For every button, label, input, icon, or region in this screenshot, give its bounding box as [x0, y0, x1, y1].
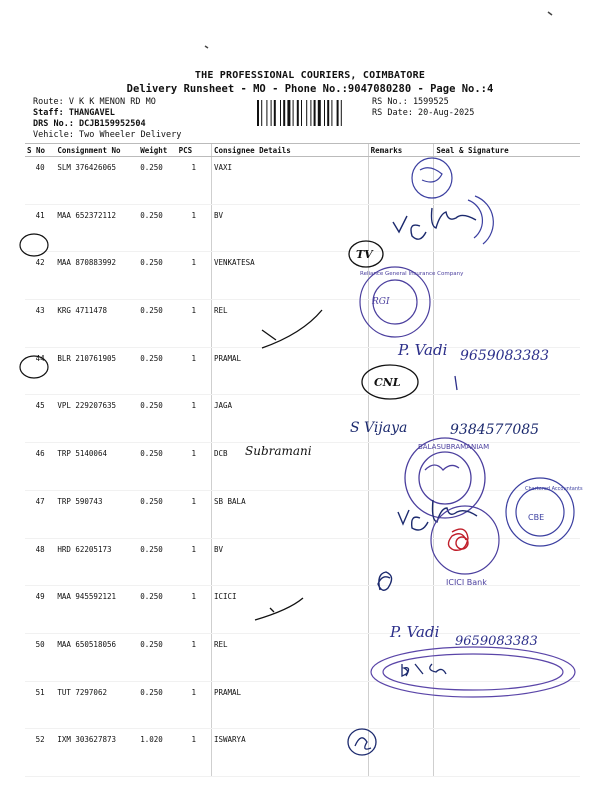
- col-consignment: Consignment No: [55, 144, 138, 157]
- cell-remarks: [368, 395, 434, 443]
- meta-right: [372, 97, 474, 119]
- table-row: [25, 204, 580, 252]
- stamp-icici-text: ICICI Bank: [446, 578, 487, 587]
- cell-weight: 0.250: [138, 157, 176, 205]
- table-row: [25, 157, 580, 205]
- col-remarks: Remarks: [368, 144, 434, 157]
- col-consignee: Consignee Details: [211, 144, 368, 157]
- cell-consignee: VENKATESA: [211, 252, 368, 300]
- handwriting-subramani: Subramani: [245, 444, 312, 458]
- vehicle-line: Vehicle: Two Wheeler Delivery: [33, 130, 182, 140]
- cell-weight: 0.250: [138, 633, 176, 681]
- cell-consignee: BV: [211, 538, 368, 586]
- barcode-bar: [324, 100, 325, 126]
- cell-remarks: [368, 681, 434, 729]
- handwriting-cnl: CNL: [374, 376, 401, 389]
- table-row: [25, 681, 580, 729]
- cell-pcs: 1: [177, 633, 212, 681]
- cell-seal-signature: [434, 586, 580, 634]
- table-row: [25, 633, 580, 681]
- handwriting-pvadivel-1: P. Vadi: [398, 341, 448, 359]
- cell-pcs: 1: [177, 681, 212, 729]
- cell-consignee: PRAMAL: [211, 347, 368, 395]
- cell-consignee: SB BALA: [211, 490, 368, 538]
- cell-pcs: 1: [177, 204, 212, 252]
- cell-sno: 40: [25, 157, 55, 205]
- stamp-balasubramaniam-text: BALASUBRAMANIAM: [418, 443, 490, 451]
- cell-seal-signature: [434, 252, 580, 300]
- barcode-bar: [287, 100, 290, 126]
- cell-weight: 0.250: [138, 395, 176, 443]
- runsheet-subtitle: Delivery Runsheet - MO - Phone No.:9047080280 - Page No.:4: [126, 83, 494, 95]
- col-sno: S No: [25, 144, 55, 157]
- rs-number: RS No.: 1599525: [372, 97, 449, 107]
- table-header-row: [25, 144, 580, 157]
- cell-consignment: MAA 652372112: [55, 204, 138, 252]
- barcode-bar: [283, 100, 285, 126]
- cell-seal-signature: [434, 681, 580, 729]
- stamp-accountant-text: Chartered Accountants: [525, 486, 583, 492]
- cell-sno: 45: [25, 395, 55, 443]
- barcode-bar: [280, 100, 281, 126]
- barcode-bar: [327, 100, 329, 126]
- cell-remarks: [368, 633, 434, 681]
- cell-consignment: VPL 229207635: [55, 395, 138, 443]
- cell-consignee: ICICI: [211, 586, 368, 634]
- runsheet-table: [25, 143, 580, 777]
- cell-weight: 0.250: [138, 490, 176, 538]
- svg-text:RGI: RGI: [372, 297, 390, 307]
- barcode-bar: [274, 100, 276, 126]
- cell-consignee: REL: [211, 300, 368, 348]
- cell-seal-signature: [434, 729, 580, 777]
- cell-weight: 0.250: [138, 252, 176, 300]
- barcode-bar: [337, 100, 339, 126]
- cell-sno: 46: [25, 443, 55, 491]
- cell-seal-signature: [434, 347, 580, 395]
- cell-seal-signature: [434, 300, 580, 348]
- cell-seal-signature: [434, 633, 580, 681]
- cell-consignment: MAA 650518056: [55, 633, 138, 681]
- cell-consignee: VAXI: [211, 157, 368, 205]
- cell-consignee: DCB: [211, 443, 368, 491]
- cell-consignment: SLM 376426065: [55, 157, 138, 205]
- handwriting-phone-2: 9384577085: [450, 422, 540, 438]
- table-row: [25, 729, 580, 777]
- cell-sno: 48: [25, 538, 55, 586]
- handwriting-phone-1: 9659083383: [460, 348, 550, 364]
- col-pcs: PCS: [177, 144, 212, 157]
- rs-date: RS Date: 20-Aug-2025: [372, 108, 475, 118]
- cell-consignment: HRD 62205173: [55, 538, 138, 586]
- stamp-cbe-text: CBE: [528, 513, 545, 522]
- cell-sno: 52: [25, 729, 55, 777]
- cell-pcs: 1: [177, 157, 212, 205]
- cell-weight: 0.250: [138, 681, 176, 729]
- cell-remarks: [368, 300, 434, 348]
- cell-sno: 50: [25, 633, 55, 681]
- cell-remarks: [368, 490, 434, 538]
- cell-sno: 41: [25, 204, 55, 252]
- cell-weight: 0.250: [138, 347, 176, 395]
- barcode-bar: [271, 100, 272, 126]
- cell-pcs: 1: [177, 538, 212, 586]
- table-row: [25, 252, 580, 300]
- route-line: Route: V K K MENON RD MO: [33, 97, 156, 107]
- stamp-reliance-text: Reliance General Insurance Company: [360, 271, 464, 277]
- cell-consignee: JAGA: [211, 395, 368, 443]
- cell-remarks: [368, 443, 434, 491]
- cell-sno: 43: [25, 300, 55, 348]
- cell-seal-signature: [434, 157, 580, 205]
- barcode: [257, 100, 367, 126]
- cell-sno: 51: [25, 681, 55, 729]
- table-row: [25, 300, 580, 348]
- cell-remarks: [368, 586, 434, 634]
- cell-consignee: REL: [211, 633, 368, 681]
- cell-remarks: [368, 347, 434, 395]
- cell-pcs: 1: [177, 300, 212, 348]
- cell-pcs: 1: [177, 729, 212, 777]
- handwriting-phone-3: 9659083383: [455, 634, 538, 649]
- meta-left: [33, 97, 181, 141]
- cell-remarks: [368, 157, 434, 205]
- handwriting-pvadivel-2: P. Vadi: [390, 623, 440, 641]
- cell-seal-signature: [434, 538, 580, 586]
- cell-sno: 42: [25, 252, 55, 300]
- barcode-bar: [306, 100, 307, 126]
- cell-pcs: 1: [177, 252, 212, 300]
- cell-sno: 49: [25, 586, 55, 634]
- table-row: [25, 443, 580, 491]
- barcode-bar: [266, 100, 267, 126]
- cell-weight: 0.250: [138, 538, 176, 586]
- cell-seal-signature: [434, 204, 580, 252]
- cell-weight: 0.250: [138, 586, 176, 634]
- staff-line: Staff: THANGAVEL: [33, 108, 115, 118]
- barcode-bar: [318, 100, 321, 126]
- cell-pcs: 1: [177, 490, 212, 538]
- barcode-bar: [293, 100, 294, 126]
- cell-weight: 0.250: [138, 443, 176, 491]
- table-row: [25, 538, 580, 586]
- cell-remarks: [368, 538, 434, 586]
- cell-consignment: IXM 303627873: [55, 729, 138, 777]
- cell-consignee: ISWARYA: [211, 729, 368, 777]
- cell-sno: 44: [25, 347, 55, 395]
- company-title: THE PROFESSIONAL COURIERS, COIMBATORE: [194, 70, 426, 81]
- table-row: [25, 490, 580, 538]
- cell-consignee: PRAMAL: [211, 681, 368, 729]
- cell-pcs: 1: [177, 395, 212, 443]
- col-weight: Weight: [138, 144, 176, 157]
- cell-pcs: 1: [177, 443, 212, 491]
- cell-consignment: BLR 210761905: [55, 347, 138, 395]
- barcode-bar: [341, 100, 342, 126]
- barcode-bar: [261, 100, 262, 126]
- handwriting-tv: TV: [356, 248, 373, 261]
- barcode-bar: [314, 100, 316, 126]
- cell-weight: 0.250: [138, 204, 176, 252]
- cell-consignment: TRP 5140064: [55, 443, 138, 491]
- table-row: [25, 395, 580, 443]
- barcode-bar: [331, 100, 332, 126]
- table-row: [25, 347, 580, 395]
- cell-remarks: [368, 252, 434, 300]
- drs-line: DRS No.: DCJB159952504: [33, 119, 146, 129]
- barcode-bar: [257, 100, 259, 126]
- cell-consignment: TUT 7297062: [55, 681, 138, 729]
- table-row: [25, 586, 580, 634]
- col-seal-signature: Seal & Signature: [434, 144, 580, 157]
- handwriting-svijaya: S Vijaya: [350, 420, 408, 436]
- cell-consignment: MAA 870883992: [55, 252, 138, 300]
- barcode-bar: [310, 100, 311, 126]
- cell-consignment: KRG 4711478: [55, 300, 138, 348]
- cell-remarks: [368, 729, 434, 777]
- cell-consignment: MAA 945592121: [55, 586, 138, 634]
- cell-consignee: BV: [211, 204, 368, 252]
- cell-weight: 1.020: [138, 729, 176, 777]
- cell-weight: 0.250: [138, 300, 176, 348]
- cell-sno: 47: [25, 490, 55, 538]
- barcode-bar: [297, 100, 299, 126]
- cell-seal-signature: [434, 395, 580, 443]
- cell-pcs: 1: [177, 586, 212, 634]
- cell-consignment: TRP 590743: [55, 490, 138, 538]
- cell-pcs: 1: [177, 347, 212, 395]
- cell-seal-signature: [434, 490, 580, 538]
- cell-seal-signature: [434, 443, 580, 491]
- cell-remarks: [368, 204, 434, 252]
- barcode-bar: [301, 100, 302, 126]
